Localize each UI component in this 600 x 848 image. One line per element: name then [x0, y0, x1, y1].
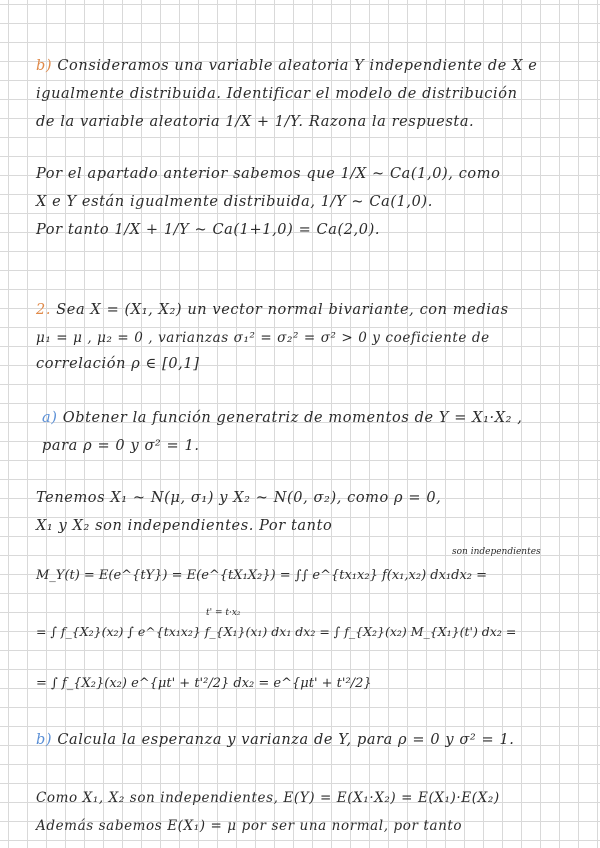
answer-2b-text-1: Como X₁, X₂ son independientes, E(Y) = E(X₁·X₂) = E(X₁)·E(X₂) — [36, 790, 500, 806]
part-2a-text-2: para ρ = 0 y σ² = 1. — [42, 438, 200, 454]
problem-2-line-3 — [36, 356, 199, 372]
part-2a-text-1: Obtener la función generatriz de momentos de Y = X₁·X₂ , — [62, 410, 523, 426]
equation-line-3: = ∫ f_{X₂}(x₂) e^{μt' + t'²/2} dx₂ = e^{μt' + t'²/2} — [36, 676, 372, 691]
part-b-text-1: Consideramos una variable aleatoria Y independiente de X e — [57, 58, 538, 74]
answer-2a-text-2: X₁ y X₂ son independientes. Por tanto — [36, 518, 333, 534]
problem-2-number: 2. — [36, 302, 52, 318]
answer-b-line-2 — [36, 194, 433, 210]
problem-2-line-2 — [36, 330, 490, 346]
answer-b-text-2: X e Y están igualmente distribuida, 1/Y ~ Ca(1,0). — [36, 194, 433, 210]
answer-b-text-1: Por el apartado anterior sabemos que 1/X ~ Ca(1,0), como — [36, 166, 501, 182]
part-2a-line-1 — [42, 410, 522, 426]
part-b-line-3 — [36, 114, 474, 130]
part-2a-line-2 — [42, 438, 200, 454]
answer-2a-text-1: Tenemos X₁ ~ N(μ, σ₁) y X₂ ~ N(0, σ₂), como ρ = 0, — [36, 490, 442, 506]
equation-line-1: M_Y(t) = E(e^{tY}) = E(e^{tX₁X₂}) = ∫∫ e^{tx₁x₂} f(x₁,x₂) dx₁dx₂ = — [36, 568, 488, 583]
answer-2b-line-1 — [36, 790, 500, 806]
answer-2b-line-2 — [36, 818, 462, 834]
part-2b-label: b) — [36, 732, 53, 748]
answer-b-line-1 — [36, 166, 500, 182]
answer-b-line-3 — [36, 222, 380, 238]
equation-line-2: = ∫ f_{X₂}(x₂) ∫ e^{tx₁x₂} f_{X₁}(x₁) dx₁ dx₂ = ∫ f_{X₂}(x₂) M_{X₁}(t') dx₂ = — [36, 624, 517, 639]
answer-2a-line-2 — [36, 518, 332, 534]
part-b-line-1 — [36, 58, 537, 74]
substitution-note: t' = t·x₂ — [206, 608, 241, 618]
problem-2-text-1: Sea X = (X₁, X₂) un vector normal bivariante, con medias — [56, 302, 509, 318]
part-b-text-2: igualmente distribuida. Identificar el modelo de distribución — [36, 86, 518, 102]
problem-2-text-2: μ₁ = μ , μ₂ = 0 , varianzas σ₁² = σ₂² = σ² > 0 y coeficiente de — [36, 330, 490, 346]
part-2a-label: a) — [42, 410, 58, 426]
answer-b-text-3: Por tanto 1/X + 1/Y ~ Ca(1+1,0) = Ca(2,0). — [36, 222, 381, 238]
problem-2-line-1 — [36, 302, 509, 318]
answer-2b-text-2: Además sabemos E(X₁) = μ por ser una normal, por tanto — [36, 818, 463, 834]
independence-note: son independientes — [452, 547, 541, 557]
part-b-line-2 — [36, 86, 518, 102]
part-2b-line-1 — [36, 732, 515, 748]
answer-2a-line-1 — [36, 490, 441, 506]
part-b-text-3: de la variable aleatoria 1/X + 1/Y. Razona la respuesta. — [36, 114, 475, 130]
part-2b-text-1: Calcula la esperanza y varianza de Y, para ρ = 0 y σ² = 1. — [57, 732, 515, 748]
part-b-label: b) — [36, 58, 53, 74]
problem-2-text-3: correlación ρ ∈ [0,1] — [36, 356, 200, 372]
